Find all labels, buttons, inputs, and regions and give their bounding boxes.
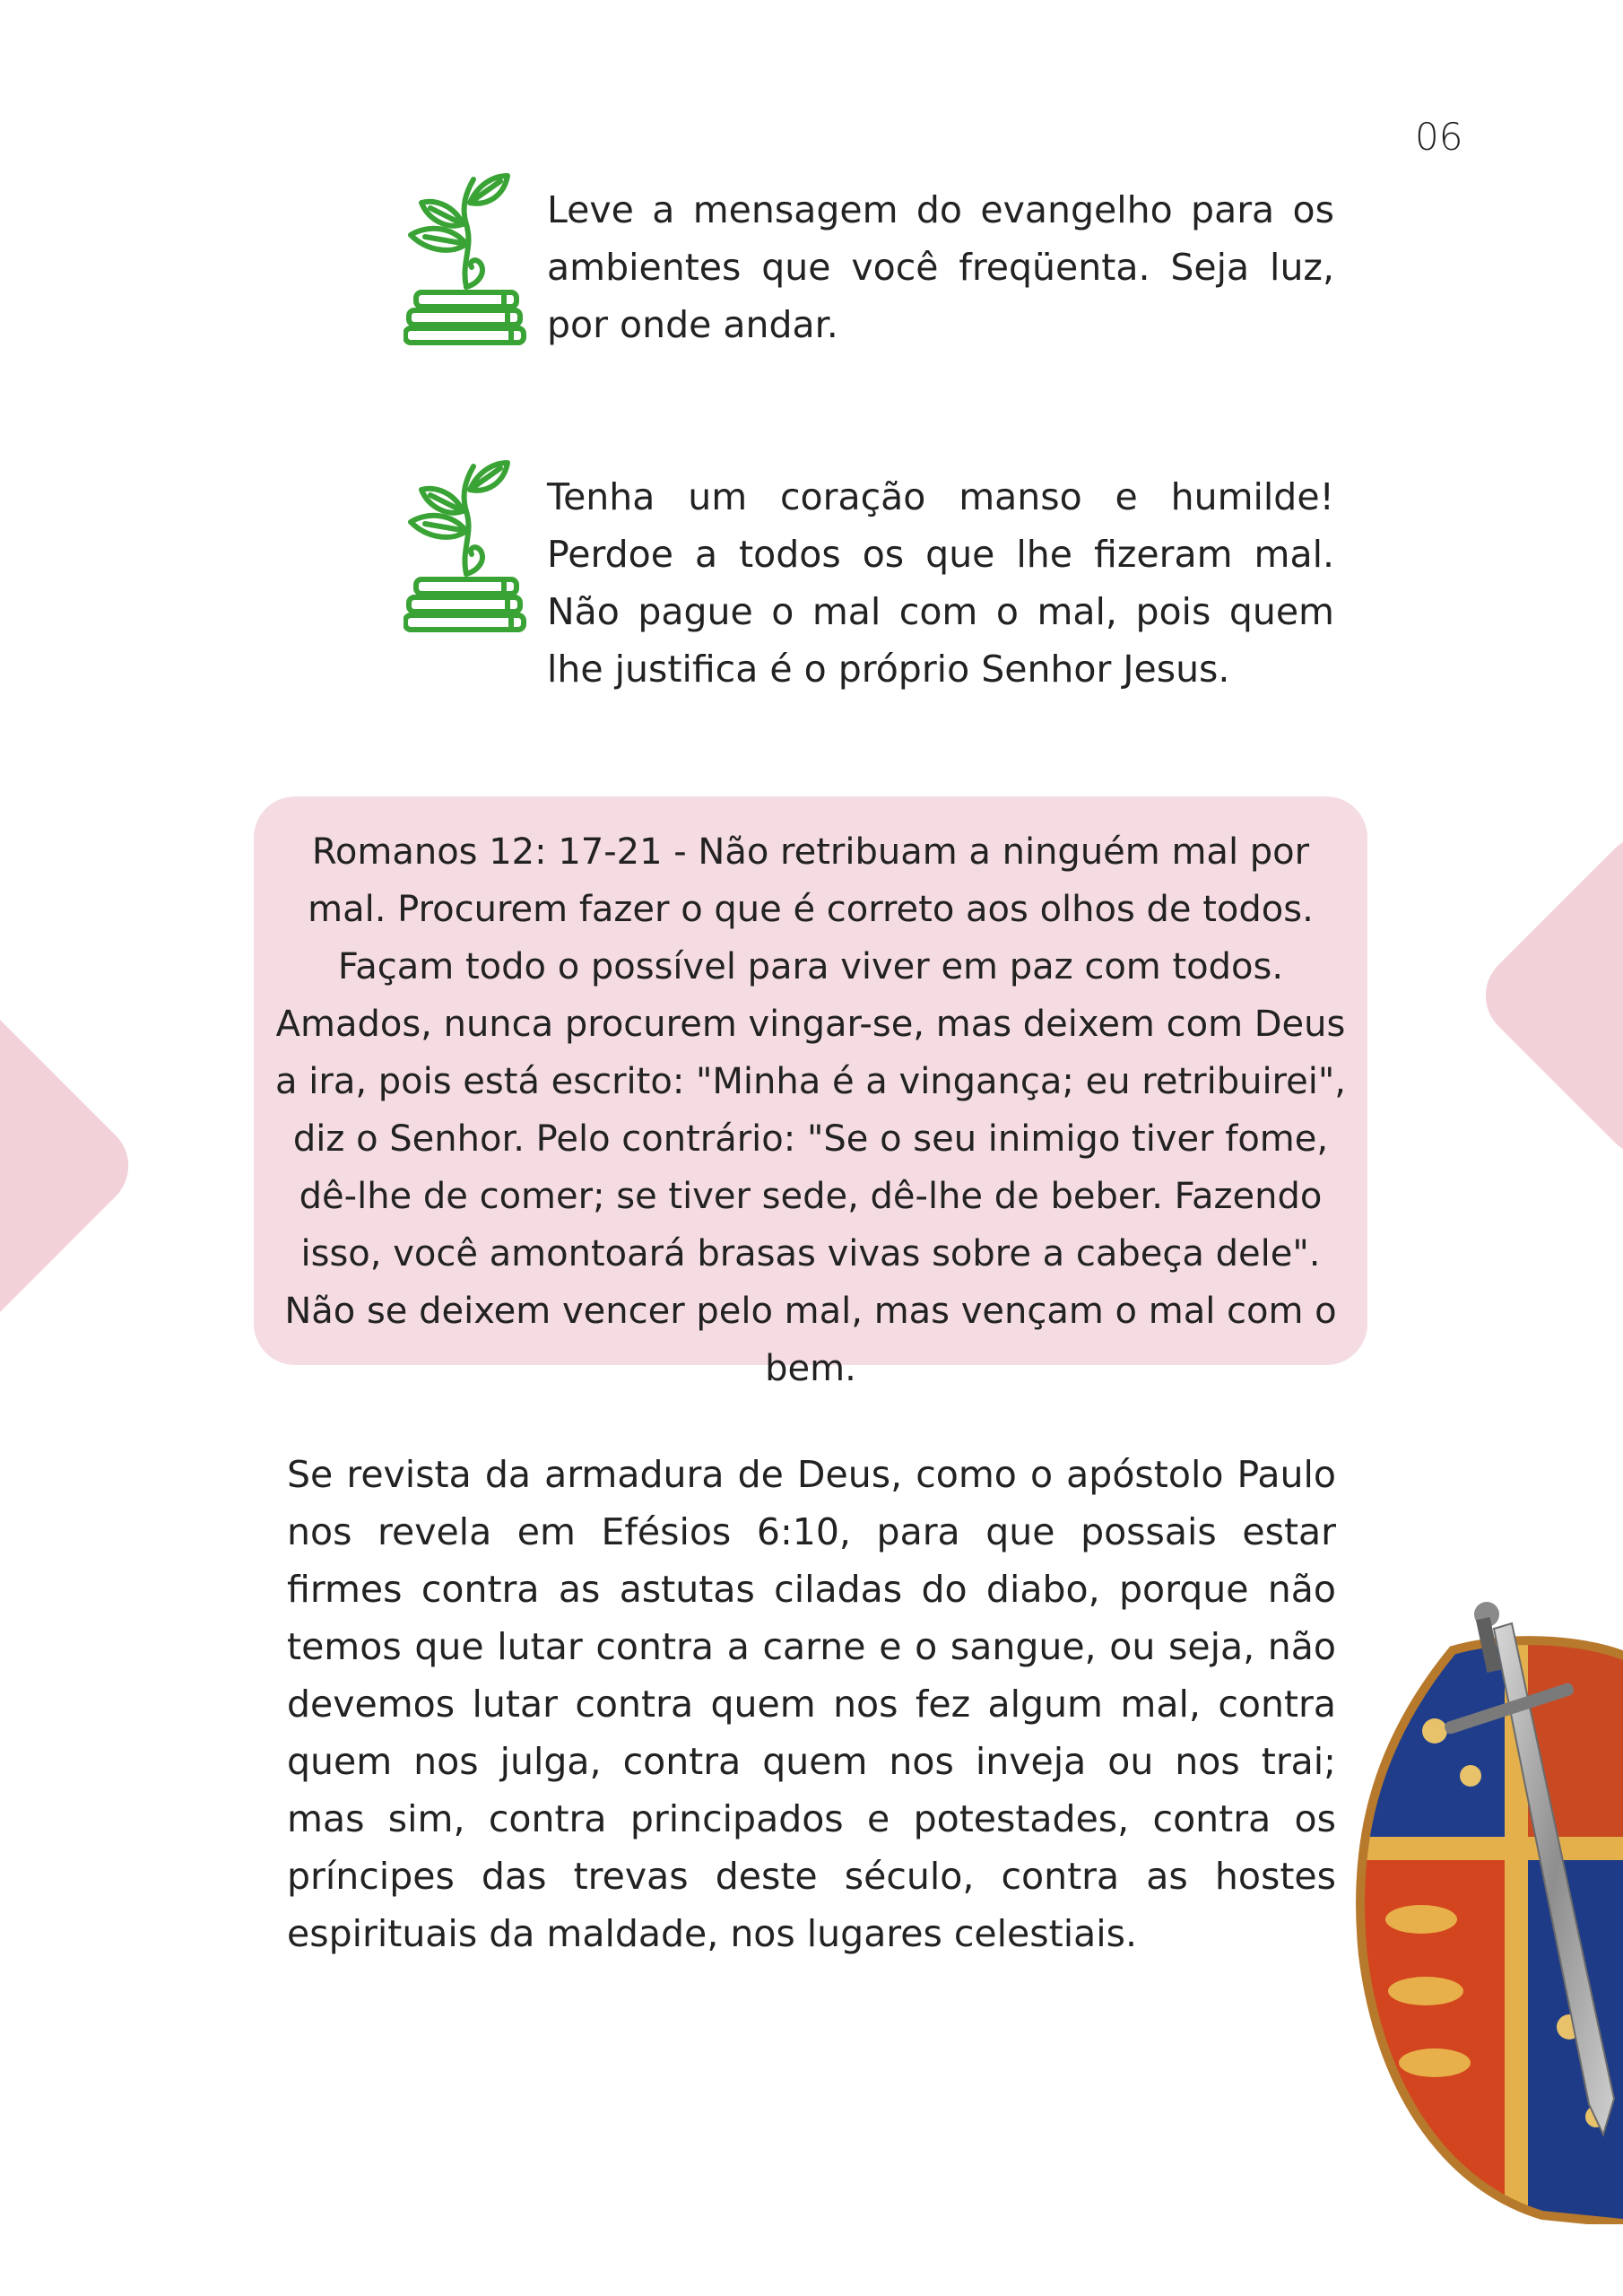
decorative-diamond-left bbox=[0, 988, 146, 1344]
tip-item bbox=[404, 161, 1336, 359]
page-number: 06 bbox=[1415, 115, 1463, 159]
shield-and-sword-icon bbox=[1336, 1596, 1623, 2224]
tip-text: Leve a mensagem do evangelho para os ambientes que você freqüenta. Seja luz, por onde andar. bbox=[547, 188, 1334, 346]
body-paragraph: Se revista da armadura de Deus, como o apóstolo Paulo nos revela em Efésios 6:10, para que possais estar firmes contra as astutas ciladas do diabo, porque não temos que lutar contra a carne e o sangue, ou seja, não devemos lutar contra quem nos fez algum mal, contra quem nos julga, contra quem nos inveja ou nos trai; mas sim, contra principados e potestades, contra os príncipes das trevas deste século, contra as hostes espirituais da maldade, nos lugares celestiais. bbox=[287, 1453, 1336, 1955]
verse-box bbox=[254, 796, 1367, 1389]
verse-text: Romanos 12: 17-21 - Não retribuam a ninguém mal por mal. Procurem fazer o que é correto aos olhos de todos. Façam todo o possível para viver em paz com todos. Amados, nunca procurem vingar-se, mas deixem com Deus a ira, pois está escrito: "Minha é a vingança; eu retribuirei", diz o Senhor. Pelo contrário: "Se o seu inimigo tiver fome, dê-lhe de comer; se tiver sede, dê-lhe de beber. Fazendo isso, você amontoará brasas vivas sobre a cabeça dele". Não se deixem vencer pelo mal, mas vençam o mal com o bem. bbox=[275, 831, 1346, 1389]
tip-text: Tenha um coração manso e humilde! Perdoe a todos os que lhe fizeram mal. Não pague o mal com o mal, pois quem lhe justifica é o próprio Senhor Jesus. bbox=[547, 475, 1334, 691]
tip-item bbox=[404, 448, 1336, 700]
decorative-diamond-right bbox=[1468, 818, 1623, 1173]
plant-on-books-icon bbox=[404, 161, 529, 350]
plant-on-books-icon bbox=[404, 448, 529, 637]
